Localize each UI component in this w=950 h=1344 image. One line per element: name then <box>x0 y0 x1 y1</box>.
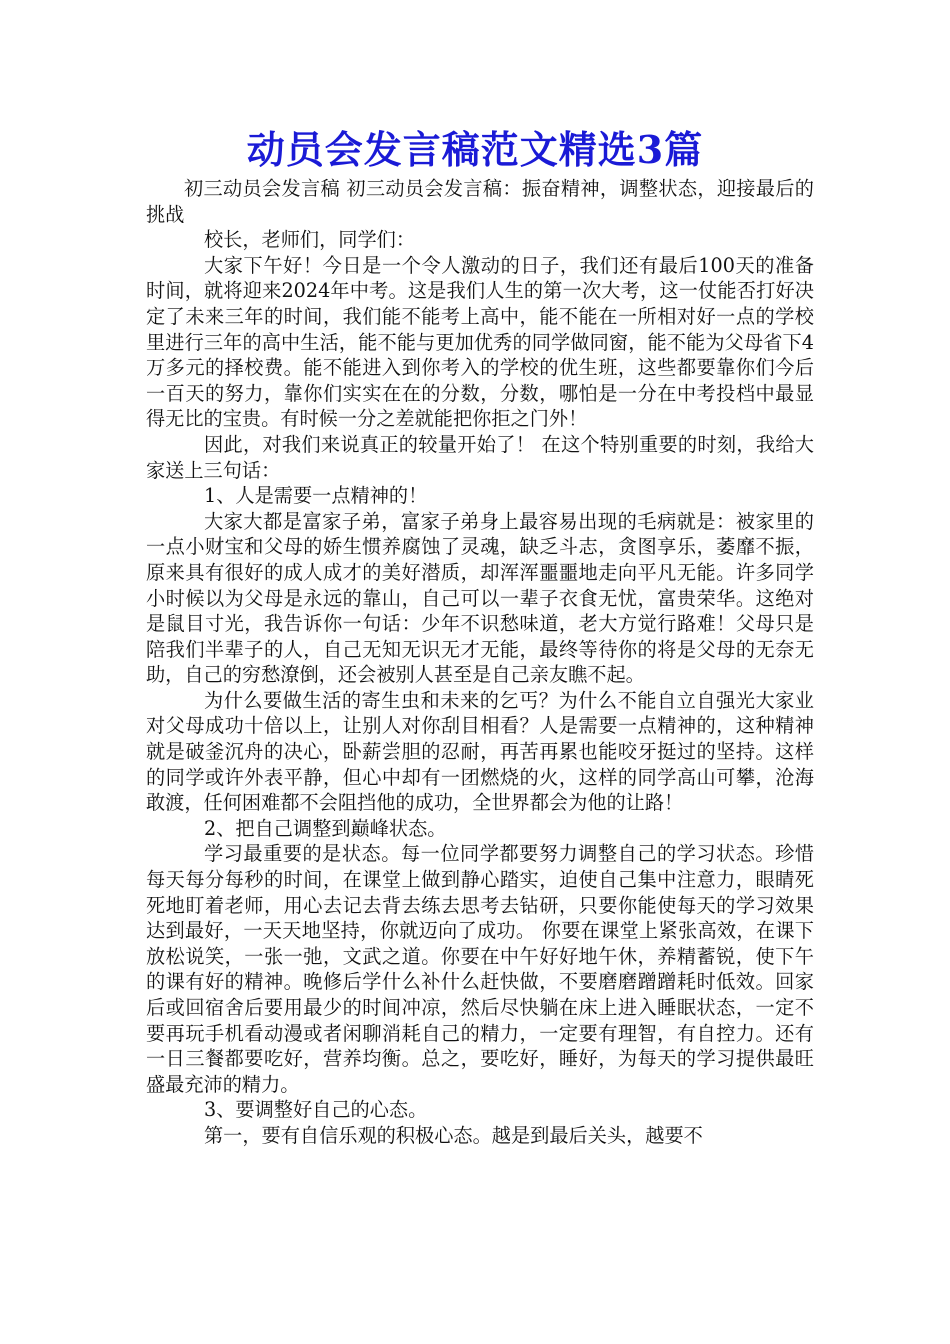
body-paragraph: 大家下午好！今日是一个令人激动的日子，我们还有最后100天的准备时间，就将迎来2024年中考。这是我们人生的第一次大考，这一仗能否打好决定了未来三年的时间，我们能不能考上高中，能不能在一所相对好一点的学校里进行三年的高中生活，能不能与更加优秀的同学做同窗，能不能为父母省下4万多元的择校费。能不能进入到你考入的学校的优生班，这些都要靠你们今后一百天的努力，靠你们实实在在的分数，分数，哪怕是一分在中考投档中最显得无比的宝贵。有时候一分之差就能把你拒之门外！ <box>146 253 814 431</box>
body-paragraph: 学习最重要的是状态。每一位同学都要努力调整自己的学习状态。珍惜每天每分每秒的时间，在课堂上做到静心踏实，迫使自己集中注意力，眼睛死死地盯着老师，用心去记去背去练去思考去钻研，只要你能使每天的学习效果达到最好，一天天地坚持，你就迈向了成功。 你要在课堂上紧张高效，在课下放松说笑，一张一弛，文武之道。你要在中午好好地午休，养精蓄锐，使下午的课有好的精神。晚修后学什么补什么赶快做，不要磨磨蹭蹭耗时低效。回家后或回宿舍后要用最少的时间冲凉，然后尽快躺在床上进入睡眠状态，一定不要再玩手机看动漫或者闲聊消耗自己的精力，一定要有理智，有自控力。还有一日三餐都要吃好，营养均衡。总之，要吃好，睡好，为每天的学习提供最旺盛最充沛的精力。 <box>146 842 814 1096</box>
body-paragraph: 2、把自己调整到巅峰状态。 <box>204 816 447 840</box>
body-paragraph: 第一，要有自信乐观的积极心态。越是到最后关头，越要不 <box>204 1123 703 1147</box>
body-paragraph: 为什么要做生活的寄生虫和未来的乞丐？为什么不能自立自强光大家业对父母成功十倍以上，让别人对你刮目相看？人是需要一点精神的，这种精神就是破釜沉舟的决心，卧薪尝胆的忍耐，再苦再累也能咬牙挺过的坚持。这样的同学或许外表平静，但心中却有一团燃烧的火，这样的同学高山可攀，沧海敢渡，任何困难都不会阻挡他的成功，全世界都会为他的让路！ <box>146 688 814 815</box>
body-paragraph: 初三动员会发言稿 初三动员会发言稿：振奋精神，调整状态，迎接最后的挑战 <box>146 177 814 226</box>
body-paragraph: 1、人是需要一点精神的！ <box>204 484 428 508</box>
body-paragraph: 校长，老师们，同学们： <box>204 228 416 252</box>
body-paragraph: 大家大都是富家子弟，富家子弟身上最容易出现的毛病就是：被家里的一点小财宝和父母的娇生惯养腐蚀了灵魂，缺乏斗志，贪图享乐，萎靡不振，原来具有很好的成人成才的美好潜质，却浑浑噩噩地走向平凡无能。许多同学小时候以为父母是永远的靠山，自己可以一辈子衣食无忧，富贵荣华。这绝对是鼠目寸光，我告诉你一句话：少年不识愁味道，老大方觉行路难！父母只是陪我们半辈子的人，自己无知无识无才无能，最终等待你的将是父母的无奈无助，自己的穷愁潦倒，还会被别人甚至是自己亲友瞧不起。 <box>146 509 814 687</box>
document-title: 动员会发言稿范文精选3篇 <box>246 127 704 172</box>
body-paragraph: 3、要调整好自己的心态。 <box>204 1098 428 1122</box>
document-body <box>146 176 814 1149</box>
body-paragraph: 因此，对我们来说真正的较量开始了！ 在这个特别重要的时刻，我给大家送上三句话： <box>146 432 814 482</box>
